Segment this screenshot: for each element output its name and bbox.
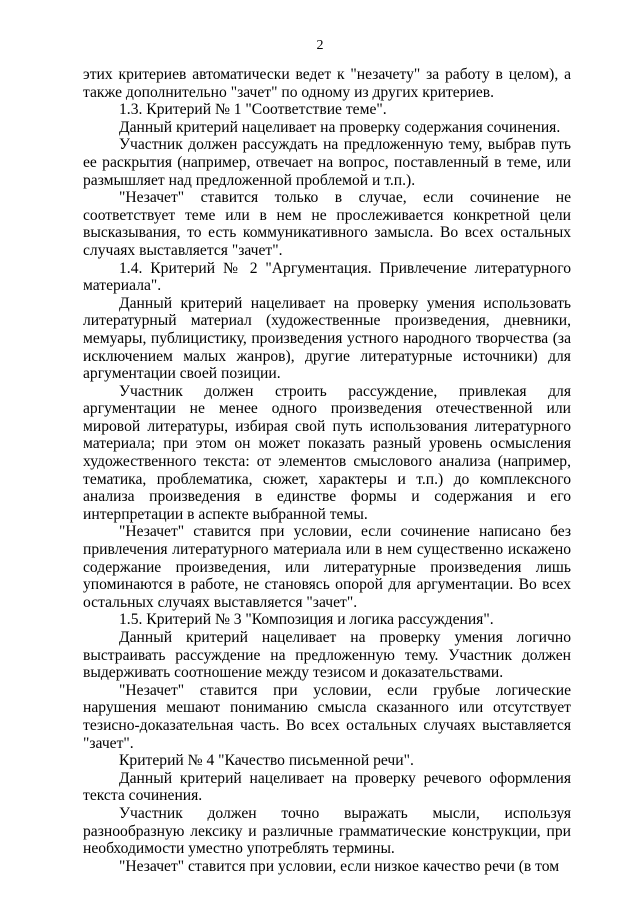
page-number: 2 [316, 38, 324, 53]
heading-criterion-2: 1.4. Критерий № 2 "Аргументация. Привлечение литературного материала". [83, 259, 571, 295]
paragraph: "Незачет" ставится при условии, если сочинение написано без привлечения литературного материала или в нем существенно искажено содержание произведения, или литературные произведения лишь упоминаются в работе, не становясь опорой для аргументации. Во всех остальных случаях выставляется "зачет". [83, 523, 571, 611]
heading-criterion-3: 1.5. Критерий № 3 "Композиция и логика рассуждения". [119, 611, 494, 629]
paragraph: "Незачет" ставится только в случае, если сочинение не соответствует теме или в нем не прослеживается конкретной цели высказывания, то есть коммуникативного замысла. Во всех остальных случаях выставляется "зачет". [83, 189, 571, 259]
paragraph: Участник должен точно выражать мысли, используя разнообразную лексику и различные грамматические конструкции, при необходимости уместно употреблять термины. [83, 804, 571, 858]
paragraph: Данный критерий нацеливает на проверку умения логично выстраивать рассуждение на предложенную тему. Участник должен выдерживать соотношение между тезисом и доказательствами. [83, 629, 571, 682]
paragraph: Данный критерий нацеливает на проверку умения использовать литературный материал (художественные произведения, дневники, мемуары, публицистику, произведения устного народного творчества (за исключением малых жанров), другие литературные источники) для аргументации своей позиции. [83, 294, 571, 383]
heading-criterion-1: 1.3. Критерий № 1 "Соответствие теме". [119, 101, 387, 119]
paragraph: "Незачет" ставится при условии, если низкое качество речи (в том [119, 857, 560, 875]
paragraph: Участник должен строить рассуждение, привлекая для аргументации не менее одного произведения отечественной или мировой литературы, избирая свой путь использования литературного материала; при этом он может показать разный уровень осмысления художественного текста: от элементов смыслового анализа (например, тематика, проблематика, сюжет, характеры и т.п.) до комплексного анализа произведения в единстве формы и содержания и его интерпретации в аспекте выбранной темы. [83, 382, 571, 523]
paragraph: "Незачет" ставится при условии, если грубые логические нарушения мешают пониманию смысла сказанного или отсутствует тезисно-доказательная часть. Во всех остальных случаях выставляется "зачет". [83, 681, 571, 752]
paragraph: Участник должен рассуждать на предложенную тему, выбрав путь ее раскрытия (например, отвечает на вопрос, поставленный в теме, или размышляет над предложенной проблемой и т.п.). [83, 136, 571, 189]
paragraph: Данный критерий нацеливает на проверку речевого оформления текста сочинения. [83, 769, 571, 805]
paragraph-continuation: этих критериев автоматически ведет к "незачету" за работу в целом), а также дополнительно "зачет" по одному из других критериев. [83, 66, 571, 101]
paragraph: Данный критерий нацеливает на проверку содержания сочинения. [119, 118, 561, 136]
page-body [83, 66, 571, 875]
heading-criterion-4: Критерий № 4 "Качество письменной речи". [119, 752, 414, 770]
